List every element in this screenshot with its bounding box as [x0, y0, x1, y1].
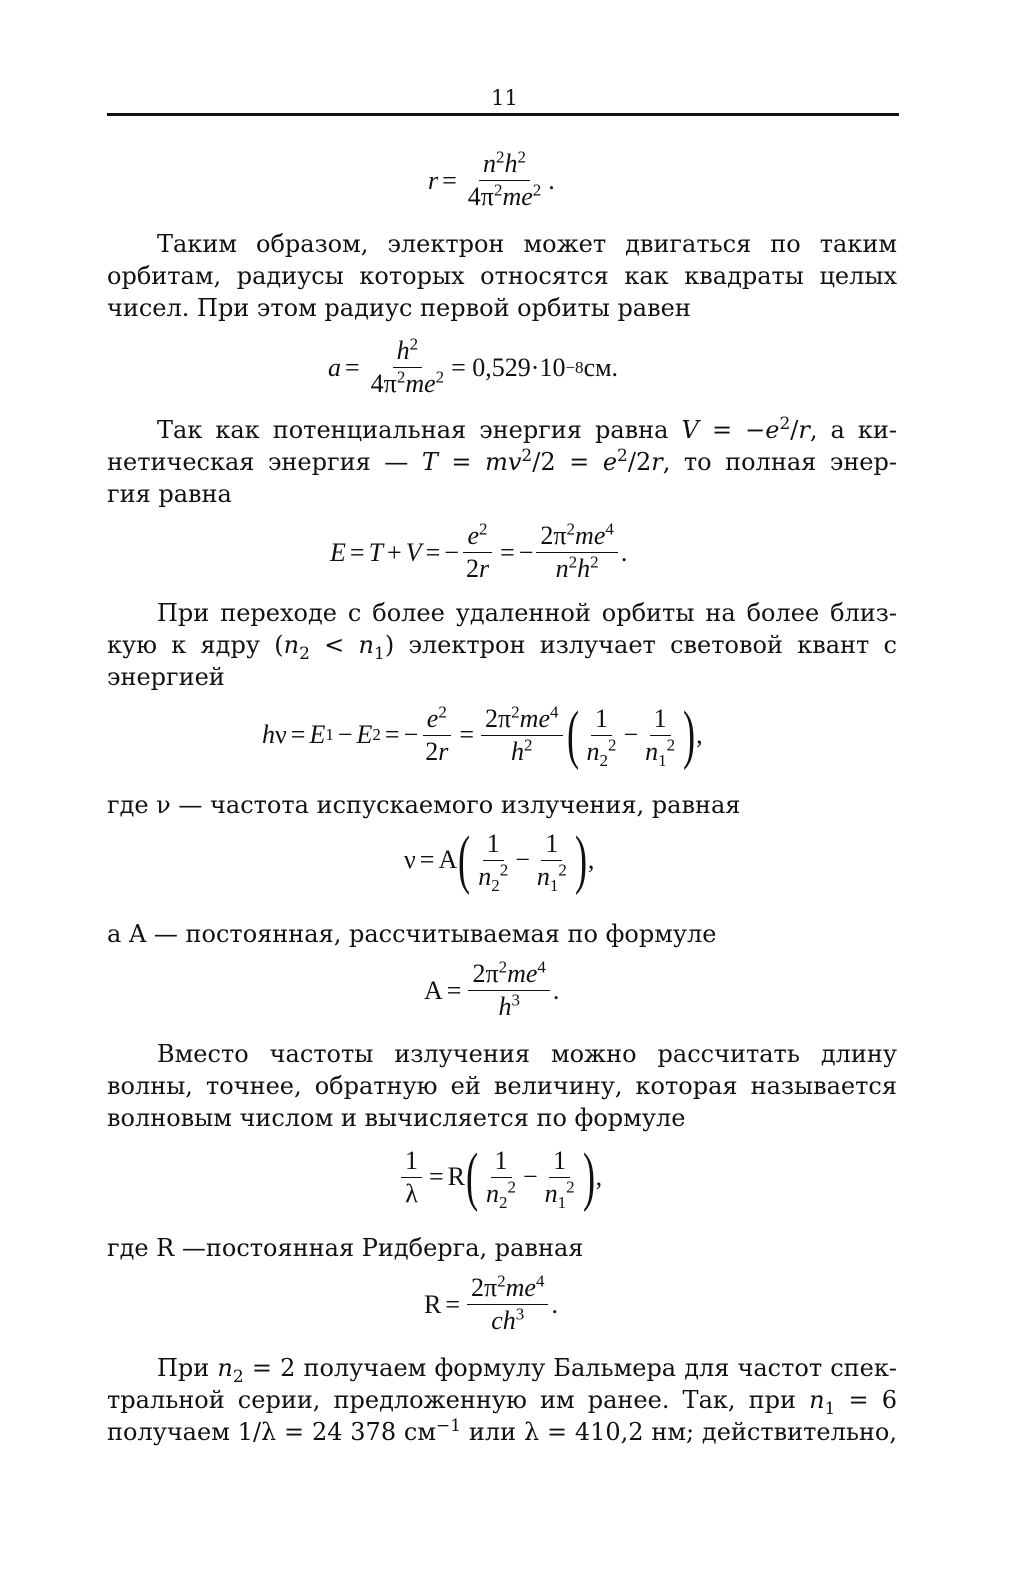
paragraph-balmer: При $n_2 = 2$ получаем формулу Бальмера для частот спек- тральной серии, предложенную им ранее. Так, при $n_1 = 6$ получаем 1/λ = 24 378 $см^{-1}$ или λ = 410,2 нм; действительно, — [107, 1354, 898, 1446]
formula-orbit-radius: r = $\frac{n^2h^2}{4\pi^2me^2}$ . — [428, 147, 555, 211]
paragraph-constant-a: а A — постоянная, рассчитываемая по формуле — [107, 920, 717, 948]
formula-total-energy: E = T + V = − $\frac{e^2}{2r}$ = − $\frac{2\pi^2me^4}{n^2h^2}$ . — [330, 519, 628, 583]
bohr-radius-value: = 0,529·10 — [451, 352, 566, 382]
paragraph-energy: Так как потенциальная энергия равна $V = -e^2/r$, а ки- нетическая энергия — $T = mv^2/2 = e^2/2r$, то полная энер- гия равна — [107, 414, 897, 508]
page-number: 11 — [491, 86, 518, 110]
paragraph-wavenumber: Вместо частоты излучения можно рассчитать длину волны, точнее, обратную ей величину, которая называется волновым числом и вычисляется по формуле — [107, 1040, 897, 1132]
formula-constant-a: A = $\frac{2\pi^2me^4}{h^3}$ . — [424, 957, 560, 1021]
wavelength-value: λ = 410,2 нм — [523, 1418, 687, 1446]
formula-bohr-radius: a = $\frac{h^2}{4\pi^2me^2}$ = 0,529·10 −8 см. — [328, 334, 619, 398]
wavenumber-value: 1/λ = 24 378 см — [237, 1418, 437, 1446]
formula-frequency: ν = A ( $\frac{1}{n_2^2}$ − $\frac{1}{n_1^2}$ ) , — [404, 823, 595, 896]
formula-wavenumber: $\frac{1}{\lambda}$ = R ( $\frac{1}{n_2^2}$ − $\frac{1}{n_1^2}$ ) , — [398, 1144, 602, 1210]
paragraph-rydberg: где R —постоянная Ридберга, равная — [107, 1234, 584, 1262]
header-rule — [107, 113, 899, 116]
formula-rydberg: R = $\frac{2\pi^2me^4}{ch^3}$ . — [424, 1271, 558, 1335]
paragraph-frequency: где ν — частота испускаемого излучения, равная — [107, 791, 741, 819]
paragraph-transition: При переходе с более удаленной орбиты на более близ- кую к ядру $(n_2 < n_1)$ электрон излучает световой квант с энергией — [107, 599, 897, 691]
paragraph-orbits: Таким образом, электрон может двигаться по таким орбитам, радиусы которых относятся как квадраты целых чисел. При этом радиус первой орбиты равен — [107, 230, 897, 322]
formula-photon-energy: h ν = E 1 − E 2 = − $\frac{e^2}{2r}$ = $\frac{2\pi^2me^4}{h^2}$ ( $\frac{1}{n_2^2}$ − $\frac{1}{n_1^2}$ ) , — [262, 698, 703, 771]
